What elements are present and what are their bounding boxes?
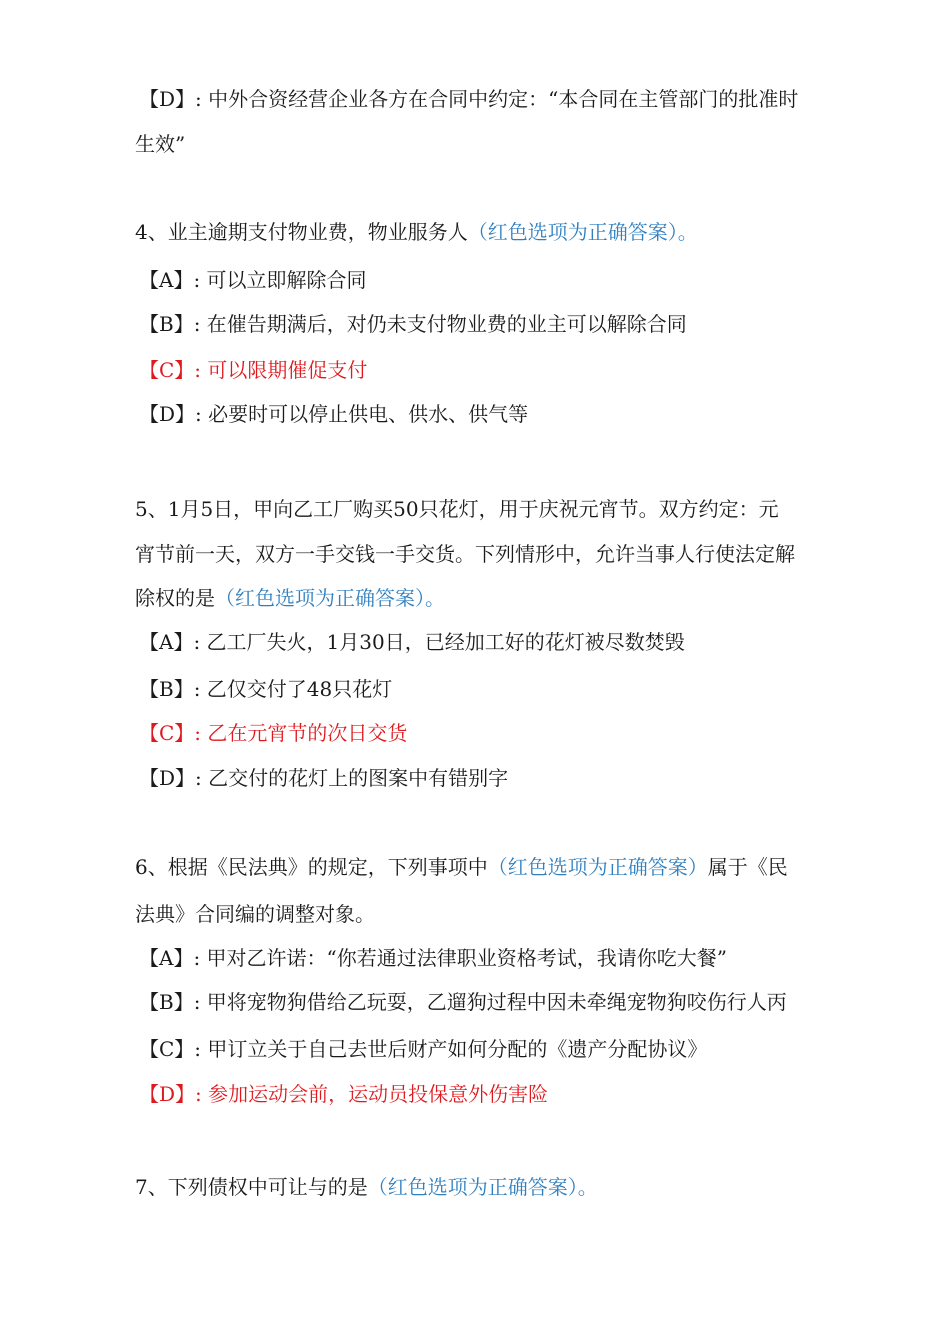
q4-option-d: 【D】: 必要时可以停止供电、供水、供气等	[139, 402, 529, 426]
q6-option-d-correct: 【D】: 参加运动会前，运动员投保意外伤害险	[139, 1082, 549, 1106]
q4-hint: （红色选项为正确答案）。	[467, 220, 698, 244]
q3-option-d-line1: 【D】: 中外合资经营企业各方在合同中约定：“本合同在主管部门的批准时	[139, 87, 799, 111]
q5-stem-line3	[135, 584, 860, 612]
q6-stem-post: 属于《民	[707, 855, 788, 879]
q7-stem-text: 7、下列债权中可让与的是	[135, 1175, 368, 1199]
q6-option-a: 【A】: 甲对乙许诺：“你若通过法律职业资格考试，我请你吃大餐”	[139, 946, 727, 970]
q4-option-a: 【A】: 可以立即解除合同	[139, 268, 367, 292]
q3-option-d-line2: 生效”	[135, 132, 186, 156]
q6-stem-line1	[135, 853, 860, 881]
q5-option-b: 【B】: 乙仅交付了48只花灯	[139, 677, 393, 701]
q5-stem-line2: 宵节前一天，双方一手交钱一手交货。下列情形中，允许当事人行使法定解	[135, 542, 795, 566]
q4-stem	[135, 218, 860, 246]
q4-option-c-correct: 【C】: 可以限期催促支付	[139, 358, 368, 382]
q5-stem-text: 除权的是	[135, 586, 215, 610]
q6-hint: （红色选项为正确答案）	[487, 855, 708, 879]
q7-hint: （红色选项为正确答案）。	[367, 1175, 598, 1199]
q5-hint: （红色选项为正确答案）。	[215, 586, 445, 610]
q5-option-c-correct: 【C】: 乙在元宵节的次日交货	[139, 721, 408, 745]
q6-stem-line2: 法典》合同编的调整对象。	[135, 902, 375, 926]
q6-option-c: 【C】: 甲订立关于自己去世后财产如何分配的《遗产分配协议》	[139, 1037, 708, 1061]
q6-stem-pre: 6、根据《民法典》的规定，下列事项中	[135, 855, 488, 879]
q4-stem-text: 4、业主逾期支付物业费，物业服务人	[135, 220, 468, 244]
q5-option-d: 【D】: 乙交付的花灯上的图案中有错别字	[139, 766, 509, 790]
q4-option-b: 【B】: 在催告期满后，对仍未支付物业费的业主可以解除合同	[139, 312, 687, 336]
q5-stem-line1: 5、1月5日，甲向乙工厂购买50只花灯，用于庆祝元宵节。双方约定：元	[135, 497, 779, 521]
q6-option-b: 【B】: 甲将宠物狗借给乙玩耍，乙遛狗过程中因未牵绳宠物狗咬伤行人丙	[139, 990, 787, 1014]
q7-stem	[135, 1173, 860, 1201]
q5-option-a: 【A】: 乙工厂失火，1月30日，已经加工好的花灯被尽数焚毁	[139, 630, 685, 654]
